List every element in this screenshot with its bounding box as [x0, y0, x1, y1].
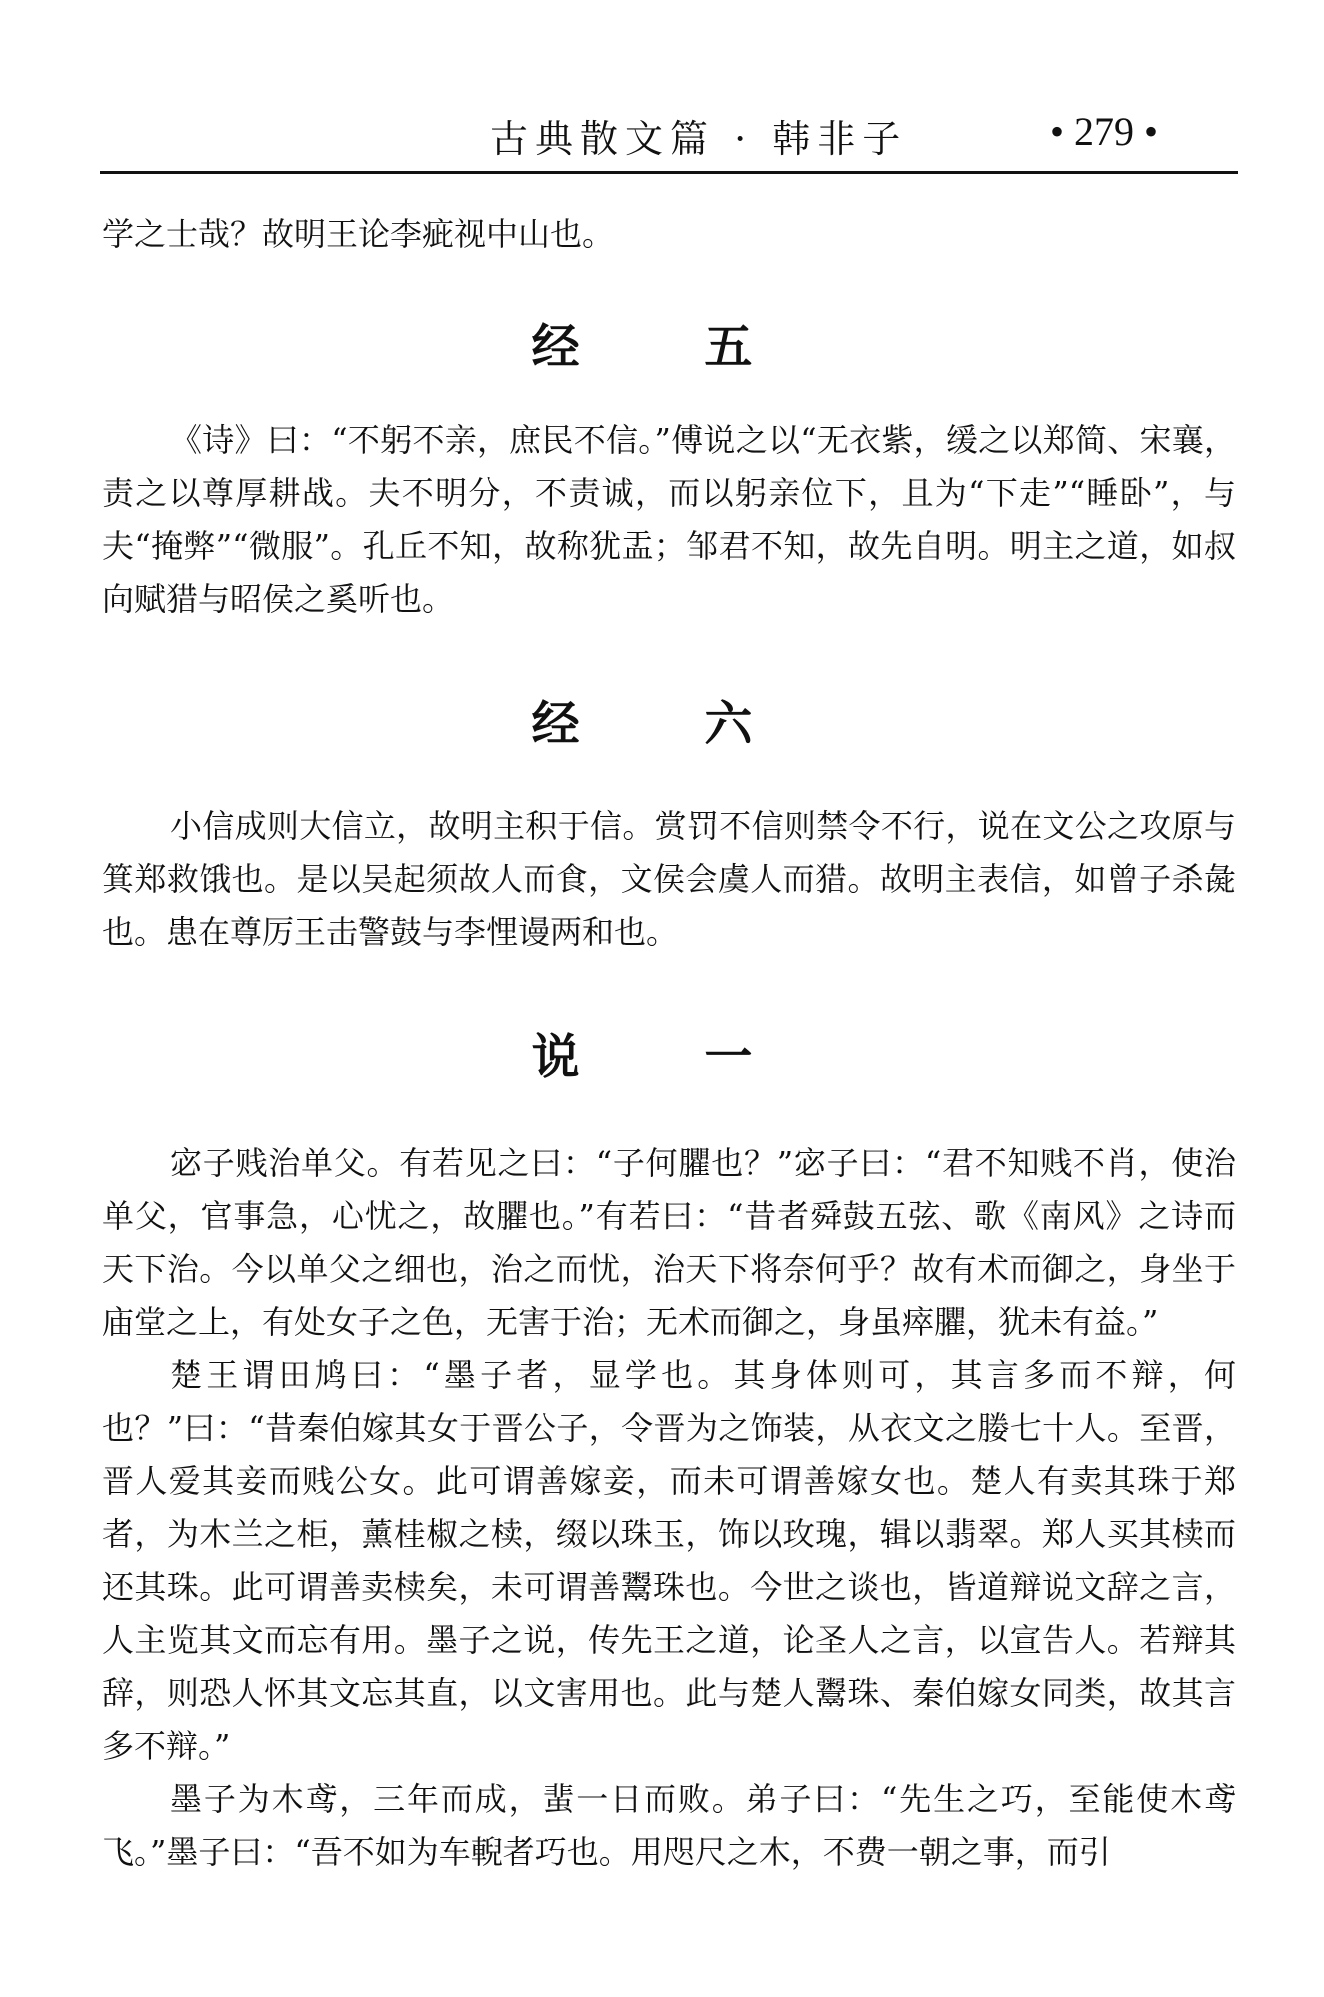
page-header	[0, 0, 1324, 176]
section-heading-jing-wu: 经 五	[531, 319, 807, 375]
paragraph: 楚王谓田鸠曰：“墨子者，显学也。其身体则可，其言多而不辩，何也？”曰：“昔秦伯嫁其女于晋公子，令晋为之饰装，从衣文之媵七十人。至晋，晋人爱其妾而贱公女。此可谓善嫁妾，而未可谓善嫁女也。楚人有卖其珠于郑者，为木兰之柜，薰桂椒之椟，缀以珠玉，饰以玫瑰，辑以翡翠。郑人买其椟而还其珠。此可谓善卖椟矣，未可谓善鬻珠也。今世之谈也，皆道辩说文辞之言，人主览其文而忘有用。墨子之说，传先王之道，论圣人之言，以宣告人。若辩其辞，则恐人怀其文忘其直，以文害用也。此与楚人鬻珠、秦伯嫁女同类，故其言多不辩。”	[102, 1356, 1236, 1765]
intro-line: 学之士哉？故明王论李疵视中山也。	[102, 215, 615, 253]
header-rule	[100, 171, 1238, 174]
paragraph: 墨子为木鸢，三年而成，蜚一日而败。弟子曰：“先生之巧，至能使木鸢飞。”墨子曰：“吾不如为车輗者巧也。用咫尺之木，不费一朝之事，而引	[102, 1780, 1236, 1871]
running-title: 古典散文篇 · 韩非子	[490, 117, 908, 161]
paragraph: 宓子贱治单父。有若见之曰：“子何臞也？”宓子曰：“君不知贱不肖，使治单父，官事急，心忧之，故臞也。”有若曰：“昔者舜鼓五弦、歌《南风》之诗而天下治。今以单父之细也，治之而忧，治天下将奈何乎？故有术而御之，身坐于庙堂之上，有处女子之色，无害于治；无术而御之，身虽瘁臞，犹未有益。”	[102, 1144, 1236, 1341]
section-heading-jing-liu: 经 六	[531, 696, 807, 752]
paragraph: 《诗》曰：“不躬不亲，庶民不信。”傅说之以“无衣紫，缓之以郑简、宋襄，责之以尊厚耕战。夫不明分，不责诚，而以躬亲位下，且为“下走”“睡卧”，与夫“掩弊”“微服”。孔丘不知，故称犹盂；邹君不知，故先自明。明主之道，如叔向赋猎与昭侯之奚听也。	[102, 421, 1236, 618]
paragraph: 小信成则大信立，故明主积于信。赏罚不信则禁令不行，说在文公之攻原与箕郑救饿也。是以吴起须故人而食，文侯会虞人而猎。故明主表信，如曾子杀彘也。患在尊厉王击警鼓与李悝谩两和也。	[102, 807, 1236, 951]
page-number: • 279 •	[1050, 109, 1159, 154]
page-body	[102, 208, 1236, 1879]
section-heading-shuo-yi: 说 一	[531, 1029, 807, 1085]
